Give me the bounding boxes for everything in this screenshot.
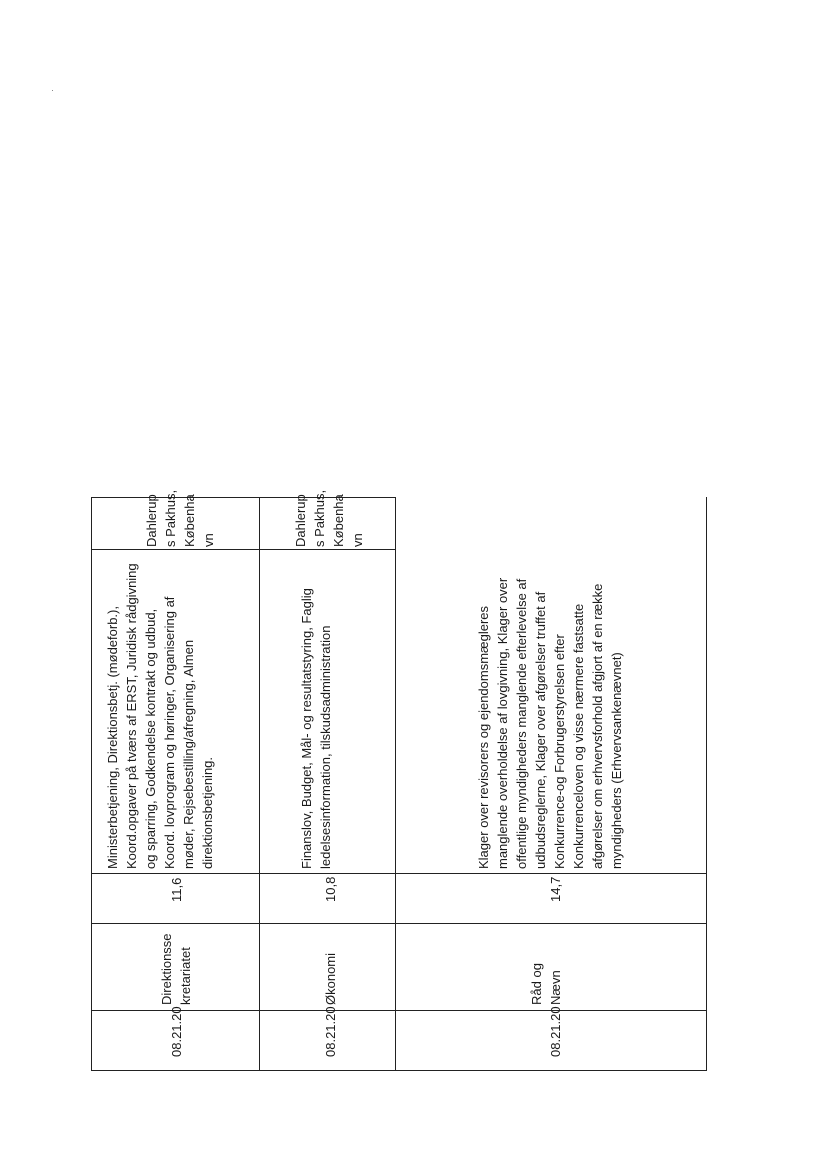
cell-unit: Direktionsse kretariatet xyxy=(159,933,193,1005)
rotated-table xyxy=(91,489,707,1071)
cell-description: Ministerbetjening, Direktionsbetj. (mødeforb.), Koord.opgaver på tværs af ERST, Juridisk rådgivning og sparring, Godkendelse kontrakt og udbud, Koord. lovprogram og høringer, Organisering af møder, Rejsebestilling/afregning, Almen direktionsbetjening. xyxy=(105,563,215,869)
cell-number: 10,8 xyxy=(323,876,338,902)
row-border xyxy=(395,497,396,1071)
cell-location: Dahlerup s Pakhus, Københa vn xyxy=(144,489,216,547)
row-border xyxy=(91,497,92,1071)
row-border xyxy=(259,497,260,1071)
cell-unit: Råd og Nævn xyxy=(529,963,563,1005)
cell-code: 08.21.20 xyxy=(169,1006,184,1057)
scan-speck xyxy=(52,90,53,91)
cell-unit: Økonomi xyxy=(323,952,338,1005)
column-border xyxy=(91,923,707,924)
column-border xyxy=(91,873,707,874)
cell-number: 14,7 xyxy=(548,876,563,902)
row-border xyxy=(706,497,707,1071)
table-bottom-border xyxy=(91,1070,707,1071)
cell-location: Dahlerup s Pakhus, Københa vn xyxy=(293,489,365,547)
cell-number: 11,6 xyxy=(169,877,184,902)
cell-description: Finanslov, Budget, Mål- og resultatstyring, Faglig ledelsesinformation, tilskudsadministration xyxy=(299,588,333,869)
column-border xyxy=(91,549,396,550)
cell-code: 08.21.20 xyxy=(323,1006,338,1057)
cell-code: 08.21.20 xyxy=(548,1006,563,1057)
cell-description: Klager over revisorers og ejendomsmægleres manglende overholdelse af lovgivning, Klager over offentlige myndigheders manglende efterlevelse af udbudsreglerne, Klager over afgørelser truffet af Konkurrence-og Forbrugerstyrelsen efter Konkurrenceloven og visse nærmere fastsatte afgørelser om erhvervsforhold afgjort af en række myndigheders (Erhvervsankenævnet) xyxy=(476,577,624,869)
